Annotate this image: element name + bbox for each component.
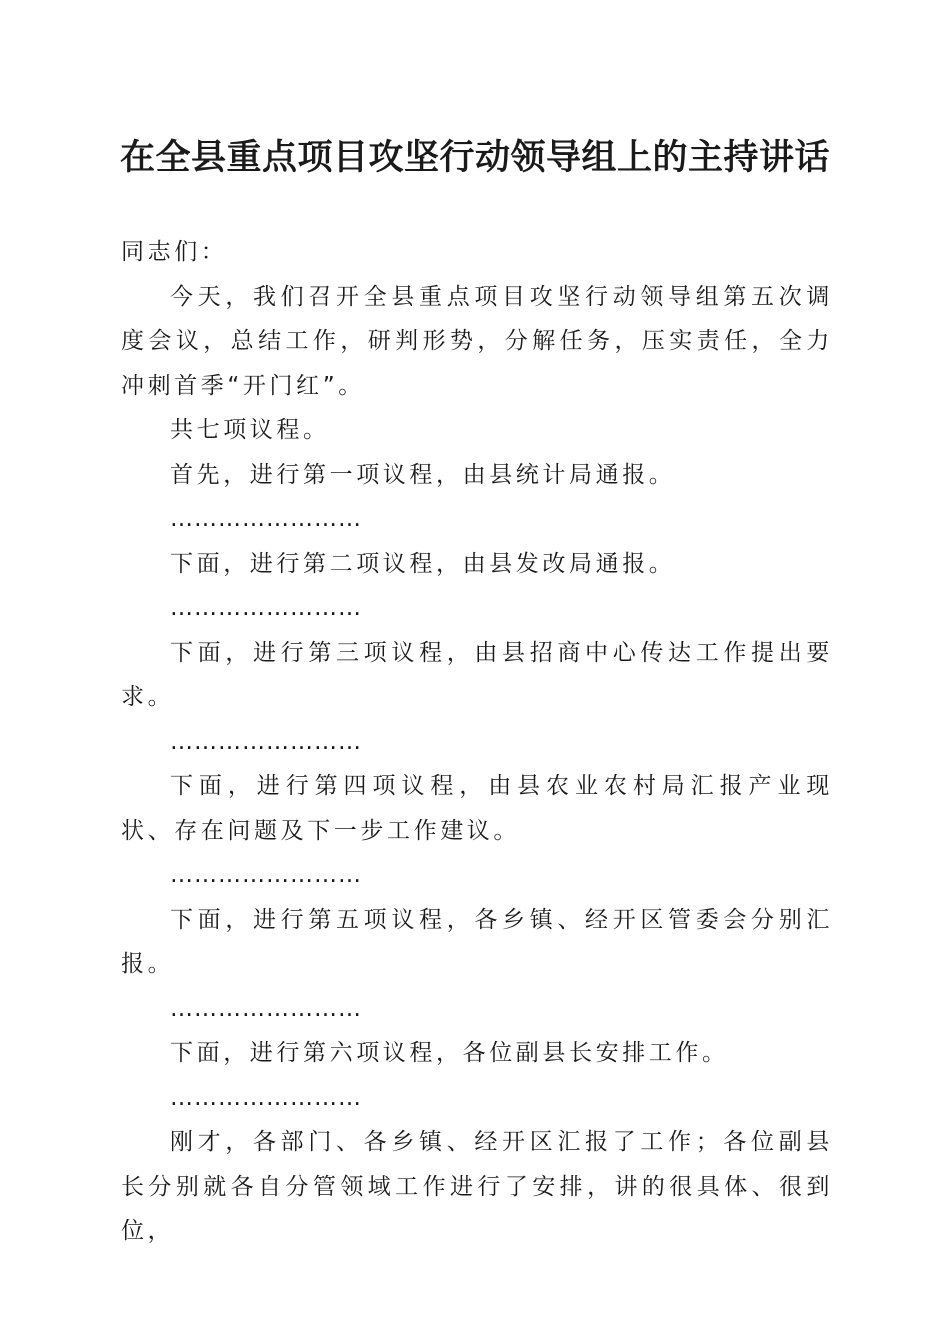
document-title: 在全县重点项目攻坚行动领导组上的主持讲话 — [119, 137, 830, 178]
salutation: 同志们： — [121, 239, 228, 265]
ellipsis-line: …………………… — [170, 995, 362, 1022]
ellipsis-line: …………………… — [170, 728, 362, 755]
document-body — [121, 230, 833, 1254]
paragraph-agenda-item-6: 下面，进行第六项议程，各位副县长安排工作。 — [170, 1040, 729, 1066]
ellipsis-line: …………………… — [170, 1084, 362, 1111]
paragraph-agenda-count: 共七项议程。 — [170, 417, 330, 443]
paragraph-agenda-item-5: 下面，进行第五项议程，各乡镇、经开区管委会分别汇报。 — [121, 906, 833, 977]
paragraph-agenda-item-1: 首先，进行第一项议程，由县统计局通报。 — [170, 461, 676, 488]
paragraph-opening: 今天，我们召开全县重点项目攻坚行动领导组第五次调度会议，总结工作，研判形势，分解任务，压实责任，全力冲刺首季“开门红”。 — [121, 283, 833, 399]
paragraph-summary: 刚才，各部门、各乡镇、经开区汇报了工作；各位副县长分别就各自分管领域工作进行了安排，讲的很具体、很到位， — [121, 1129, 833, 1244]
paragraph-agenda-item-2: 下面，进行第二项议程，由县发改局通报。 — [170, 550, 676, 577]
ellipsis-line: …………………… — [170, 862, 362, 888]
paragraph-agenda-item-4: 下面，进行第四项议程，由县农业农村局汇报产业现状、存在问题及下一步工作建议。 — [121, 773, 833, 844]
ellipsis-line: …………………… — [170, 506, 362, 532]
paragraph-agenda-item-3: 下面，进行第三项议程，由县招商中心传达工作提出要求。 — [121, 639, 833, 710]
ellipsis-line: …………………… — [170, 595, 362, 621]
